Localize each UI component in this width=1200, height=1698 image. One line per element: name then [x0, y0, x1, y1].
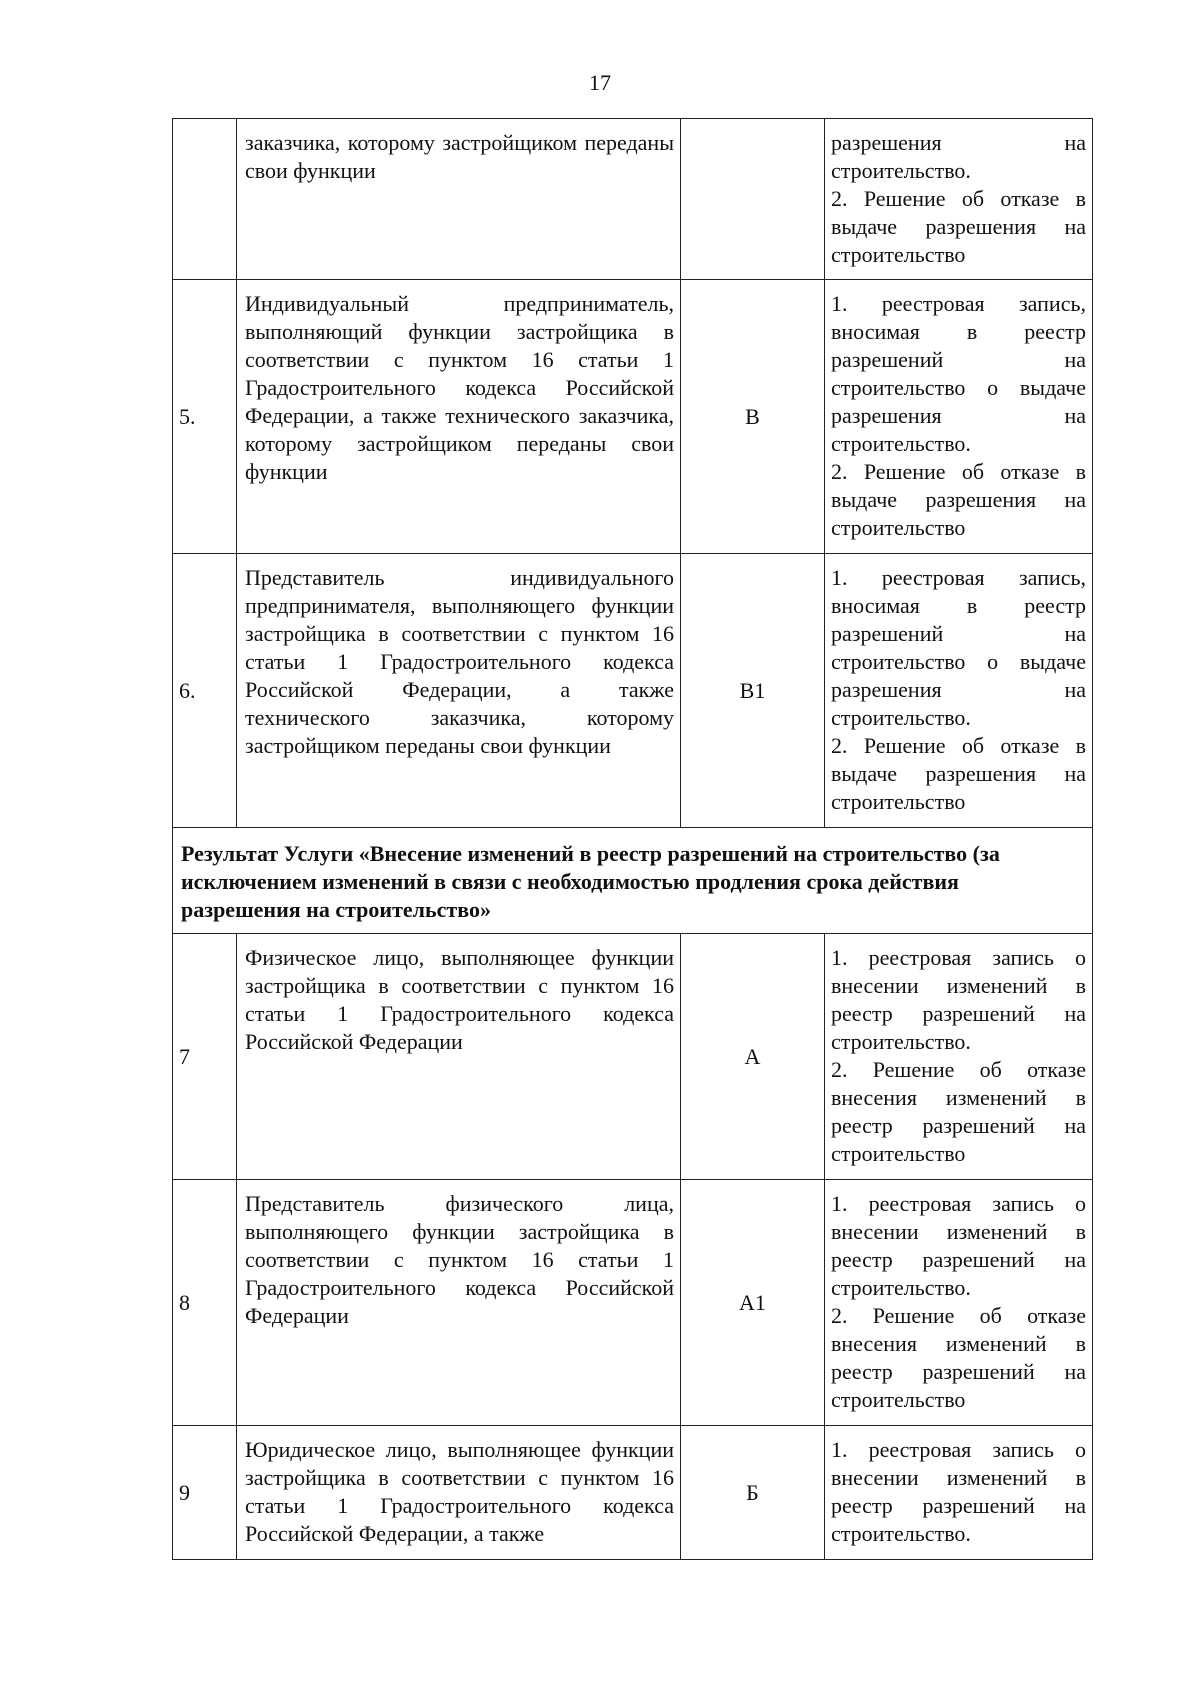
result-item: 1. реестровая запись о внесении изменений в реестр разрешений на строительство.: [831, 1437, 1086, 1546]
row-number: 7: [173, 934, 237, 1180]
result-item: 2. Решение об отказе в выдаче разрешения на строительство: [831, 733, 1086, 814]
result-item: 1. реестровая запись о внесении изменений в реестр разрешений на строительство.: [831, 945, 1086, 1054]
section-header-row: [173, 828, 1093, 934]
table-row: [173, 280, 1093, 554]
applicant-category: Представитель физического лица, выполняющего функции застройщика в соответствии с пунктом 16 статьи 1 Градостроительного кодекса Российской Федерации: [237, 1180, 681, 1426]
table-row: [173, 554, 1093, 828]
row-number: 5.: [173, 280, 237, 554]
result-item: 1. реестровая запись, вносимая в реестр разрешений на строительство о выдаче разрешения на строительство.: [831, 565, 1086, 730]
row-number: 8: [173, 1180, 237, 1426]
row-number: [173, 119, 237, 280]
variant-code: А: [681, 934, 825, 1180]
row-number: 9: [173, 1426, 237, 1560]
result-item: 2. Решение об отказе в выдаче разрешения на строительство: [831, 186, 1086, 267]
service-result: [825, 1426, 1093, 1560]
variant-code: А1: [681, 1180, 825, 1426]
applicant-category: Представитель индивидуального предпринимателя, выполняющего функции застройщика в соответствии с пунктом 16 статьи 1 Градостроительного кодекса Российской Федерации, а также технического заказчика, которому застройщиком переданы свои функции: [237, 554, 681, 828]
applicant-category: Юридическое лицо, выполняющее функции застройщика в соответствии с пунктом 16 статьи 1 Градостроительного кодекса Российской Федерации, а также: [237, 1426, 681, 1560]
applicant-category: Физическое лицо, выполняющее функции застройщика в соответствии с пунктом 16 статьи 1 Градостроительного кодекса Российской Федерации: [237, 934, 681, 1180]
service-result: [825, 554, 1093, 828]
section-header: Результат Услуги «Внесение изменений в реестр разрешений на строительство (за исключением изменений в связи с необходимостью продления срока действия разрешения на строительство»: [173, 828, 1093, 934]
applicant-category: Индивидуальный предприниматель, выполняющий функции застройщика в соответствии с пунктом 16 статьи 1 Градостроительного кодекса Российской Федерации, а также технического заказчика, которому застройщиком переданы свои функции: [237, 280, 681, 554]
results-table: [172, 118, 1093, 1560]
service-result: [825, 1180, 1093, 1426]
table-row: [173, 1426, 1093, 1560]
row-number: 6.: [173, 554, 237, 828]
variant-code: В: [681, 280, 825, 554]
result-item: 2. Решение об отказе в выдаче разрешения на строительство: [831, 459, 1086, 540]
table-row: [173, 1180, 1093, 1426]
variant-code: [681, 119, 825, 280]
service-result: [825, 119, 1093, 280]
result-item: 1. реестровая запись, вносимая в реестр разрешений на строительство о выдаче разрешения на строительство.: [831, 291, 1086, 456]
service-result: [825, 280, 1093, 554]
page-number: 17: [589, 70, 611, 95]
applicant-category: заказчика, которому застройщиком переданы свои функции: [237, 119, 681, 280]
result-item: 2. Решение об отказе внесения изменений в реестр разрешений на строительство: [831, 1303, 1086, 1412]
table-row: [173, 119, 1093, 280]
result-item: разрешения на строительство.: [831, 130, 1086, 183]
result-item: 2. Решение об отказе внесения изменений в реестр разрешений на строительство: [831, 1057, 1086, 1166]
service-result: [825, 934, 1093, 1180]
table-row: [173, 934, 1093, 1180]
result-item: 1. реестровая запись о внесении изменений в реестр разрешений на строительство.: [831, 1191, 1086, 1300]
variant-code: В1: [681, 554, 825, 828]
variant-code: Б: [681, 1426, 825, 1560]
